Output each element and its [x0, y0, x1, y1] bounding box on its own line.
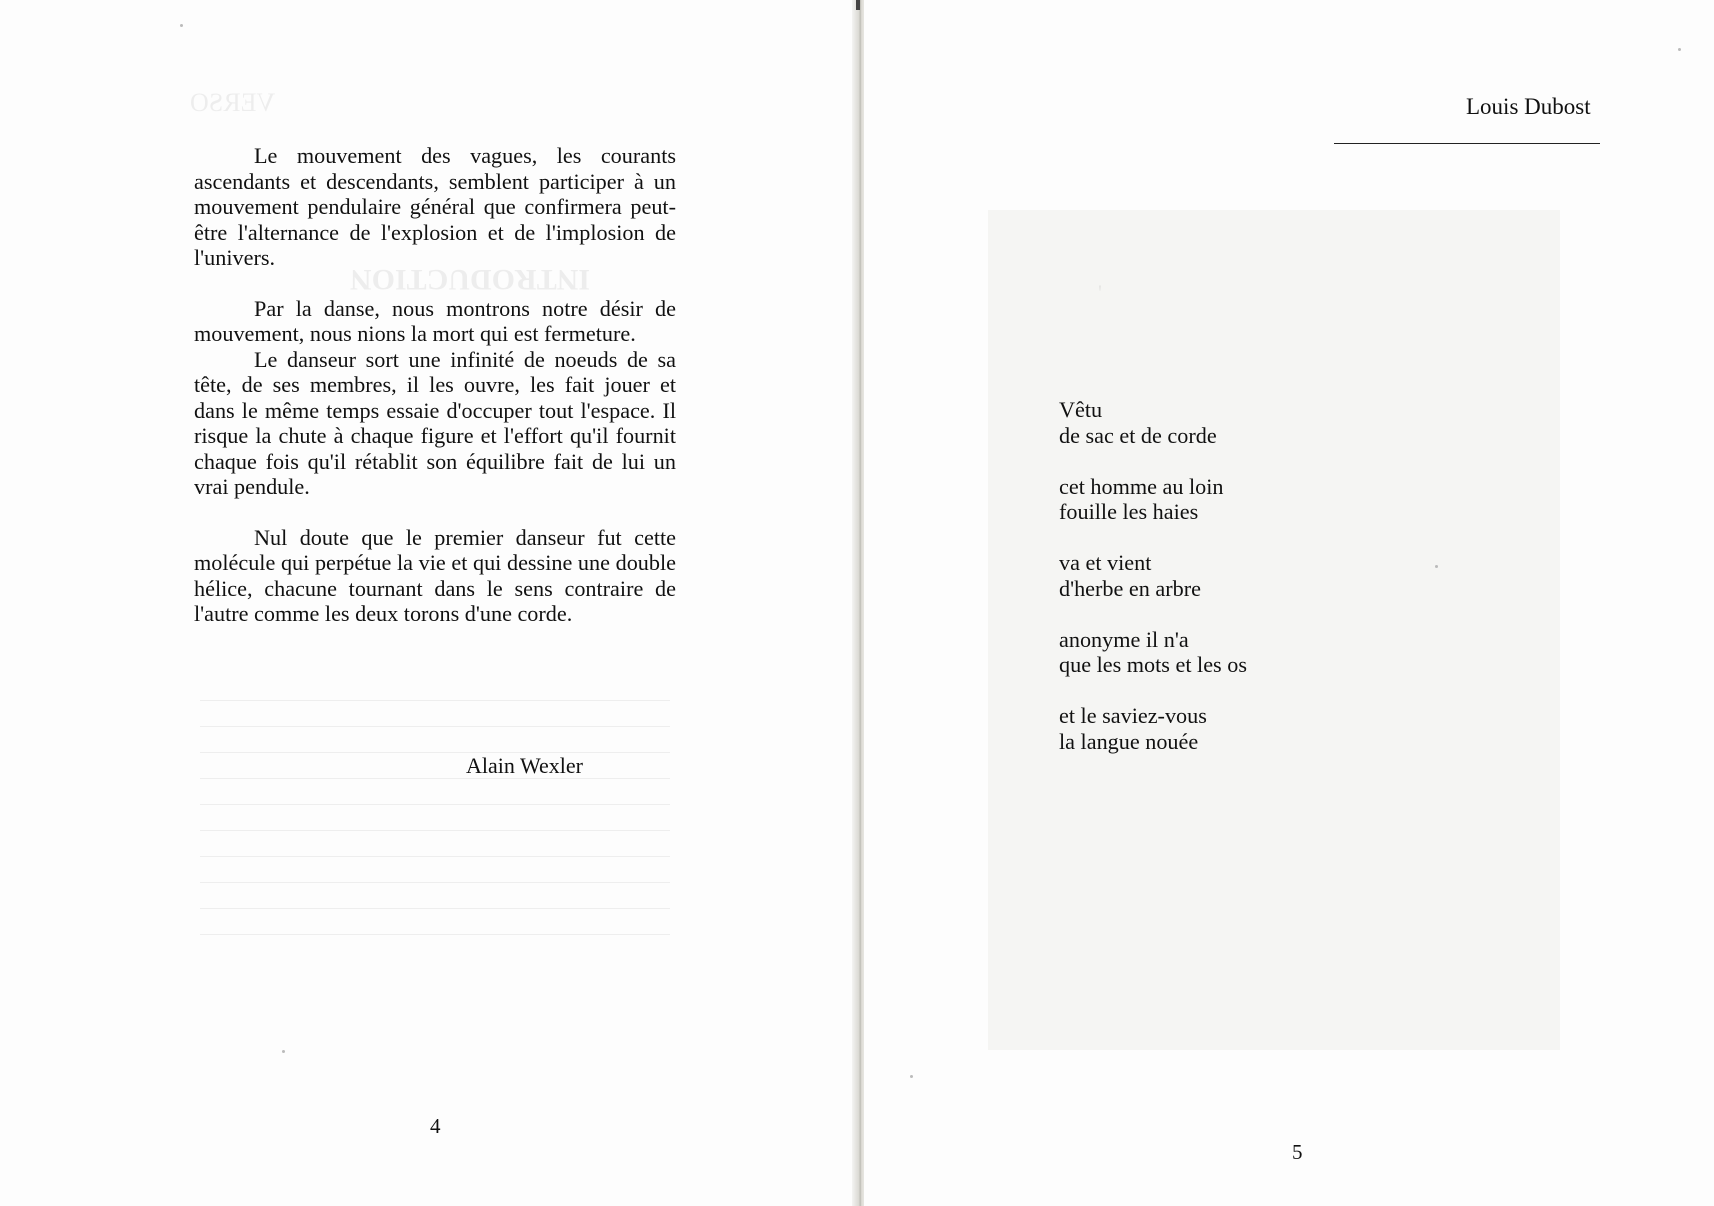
poem [1059, 397, 1247, 780]
page-number-right: 5 [1292, 1140, 1303, 1164]
poem-line: cet homme au loin [1059, 473, 1224, 499]
binding-mark [856, 0, 860, 10]
poem-line: la langue nouée [1059, 728, 1199, 754]
poem-stanza [1059, 474, 1247, 525]
essay-paragraph: Nul doute que le premier danseur fut cette molécule qui perpétue la vie et qui dessine une double hélice, chacune tournant dans le sens contraire de l'autre comme les deux torons d'une corde. [194, 524, 676, 626]
poem-line: Vêtu [1059, 397, 1103, 422]
show-through: VERSO [190, 88, 276, 117]
poem-line: fouille les haies [1059, 499, 1199, 524]
paper-speck [910, 1075, 913, 1078]
paper-speck [180, 24, 183, 27]
poem-stanza [1059, 627, 1247, 678]
paper-speck [1435, 565, 1438, 568]
essay-paragraph: Par la danse, nous montrons notre désir de mouvement, nous nions la mort qui est fermeture. [194, 295, 676, 346]
paper-speck [282, 1050, 285, 1053]
essay-paragraph: Le danseur sort une infinité de noeuds de sa tête, de ses membres, il les ouvre, les fait jouer et dans le même temps essaie d'occuper tout l'espace. Il risque la chute à chaque figure et l'effort qu'il fournit chaque fois qu'il rétablit son équilibre fait de lui un vrai pendule. [194, 346, 676, 499]
poem-line: que les mots et les os [1059, 652, 1247, 677]
author-name: Louis Dubost [1466, 94, 1591, 119]
poem-stanza [1059, 397, 1247, 448]
paper-speck [1678, 48, 1681, 51]
show-through: INTRODUCTION [350, 263, 591, 296]
poem-line: anonyme il n'a [1059, 626, 1189, 652]
poem-stanza [1059, 703, 1247, 754]
author-rule [1334, 143, 1600, 144]
poem-line: de sac et de corde [1059, 422, 1217, 448]
poem-line: va et vient [1059, 550, 1152, 575]
left-page [0, 0, 856, 1206]
page-number-left: 4 [430, 1114, 441, 1138]
essay-signature: Alain Wexler [466, 753, 583, 778]
poem-stanza [1059, 550, 1247, 601]
essay-paragraph: Le mouvement des vagues, les courants ascendants et descendants, semblent participer à un mouvement pendulaire général que confirmera peut-être l'alternance de l'explosion et de l'implosion de l'univers. [194, 143, 676, 270]
poem-line: et le saviez-vous [1059, 703, 1207, 728]
show-through [200, 700, 670, 940]
essay-text [194, 143, 676, 627]
poem-line: d'herbe en arbre [1059, 575, 1201, 601]
show-through: ' [1098, 280, 1102, 305]
